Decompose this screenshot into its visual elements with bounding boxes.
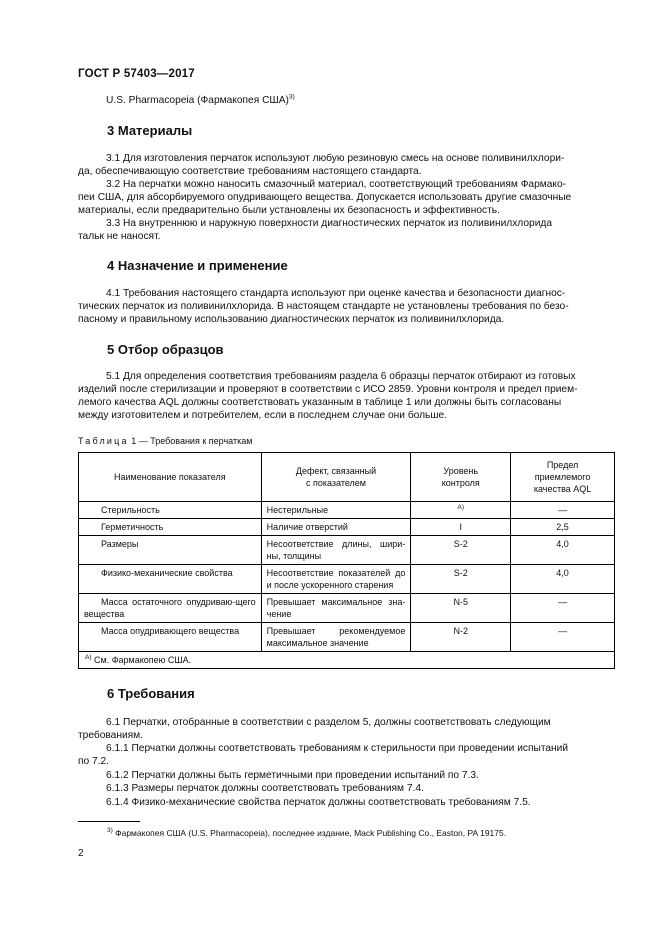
row-level: S-2 <box>411 565 511 594</box>
row-aql: — <box>511 502 615 519</box>
section-3-heading: 3 Материалы <box>107 123 193 138</box>
section-3-line: материалы, если предварительно были установлены их безопасность и эффективность. <box>78 205 500 216</box>
section-6-line: 6.1.3 Размеры перчаток должны соответствовать требованиям 7.4. <box>106 783 424 794</box>
row-defect: Наличие отверстий <box>261 519 411 536</box>
table-row <box>79 519 615 536</box>
section-3-line: 3.3 На внутреннюю и наружную поверхности диагностических перчаток из поливинилхлорида <box>106 218 552 229</box>
section-3-line: 3.1 Для изготовления перчаток используют любую резиновую смесь на основе поливинилхлори- <box>106 153 565 164</box>
row-level: I <box>411 519 511 536</box>
row-aql: 4,0 <box>511 565 615 594</box>
table-row <box>79 502 615 519</box>
section-6-line: 6.1 Перчатки, отобранные в соответствии с разделом 5, должны соответствовать следующим <box>106 717 551 728</box>
section-6-line: 6.1.2 Перчатки должны быть герметичными при проведении испытаний по 7.3. <box>106 770 479 781</box>
header-aql: Предел приемлемого качества AQL <box>511 453 615 502</box>
table-note: $^{А)}$ См. Фармакопею США. <box>79 652 615 669</box>
section-5-line: 5.1 Для определения соответствия требованиям раздела 6 образцы перчаток отбирают из готовых <box>106 371 576 382</box>
row-name: Стерильность <box>79 502 262 519</box>
table-row <box>79 623 615 652</box>
standard-code-header: ГОСТ Р 57403—2017 <box>78 68 195 80</box>
section-3-line: пеи США, для абсорбируемого опудривающего вещества. Допускается использовать другие смазочные <box>78 192 572 203</box>
row-defect: Несоответствие длины, шири-ны, толщины <box>261 536 411 565</box>
section-3-line: тальк не наносят. <box>78 231 161 242</box>
row-name: Физико-механические свойства <box>79 565 262 594</box>
section-6-line: требованиям. <box>78 730 144 741</box>
footnote: $^{3)}$ Фармакопея США (U.S. Pharmacopeia), последнее издание, Mack Publishing Co., Easton, PA 19175. <box>107 827 507 838</box>
row-defect: Нестерильные <box>261 502 411 519</box>
section-3-line: да, обеспечивающую соответствие требованиям настоящего стандарта. <box>78 166 422 177</box>
header-indicator-name: Наименование показателя <box>79 453 262 502</box>
table-row <box>79 565 615 594</box>
section-4-line: пасному и правильному использованию диагностических перчаток из поливинилхлорида. <box>78 314 505 325</box>
section-6-line: по 7.2. <box>78 756 110 767</box>
row-level: А) <box>411 502 511 519</box>
table-header-row <box>79 453 615 502</box>
section-4-heading: 4 Назначение и применение <box>107 258 288 273</box>
table-1-caption: Таблица 1 — Требования к перчаткам <box>78 436 253 446</box>
row-level: N-2 <box>411 623 511 652</box>
row-level: S-2 <box>411 536 511 565</box>
section-6-heading: 6 Требования <box>107 686 195 701</box>
section-5-heading: 5 Отбор образцов <box>107 342 224 357</box>
pharmacopeia-reference: U.S. Pharmacopeia (Фармакопея США)$^{3)}$ <box>106 93 295 106</box>
row-level: N-5 <box>411 594 511 623</box>
row-name: Герметичность <box>79 519 262 536</box>
row-name: Размеры <box>79 536 262 565</box>
row-name: Масса остаточного опудриваю-щего вещества <box>79 594 262 623</box>
row-aql: 2,5 <box>511 519 615 536</box>
table-note-row <box>79 652 615 669</box>
table-row <box>79 594 615 623</box>
row-name: Масса опудривающего вещества <box>79 623 262 652</box>
section-3-line: 3.2 На перчатки можно наносить смазочный материал, соответствующий требованиям Фармако- <box>106 179 567 190</box>
footnote-divider <box>78 821 140 822</box>
section-4-line: тических перчаток из поливинилхлорида. В настоящем стандарте не установлены требования по безо- <box>78 301 569 312</box>
section-6-line: 6.1.1 Перчатки должны соответствовать требованиям к стерильности при проведении испытаний <box>106 743 569 754</box>
section-5-line: лемого качества AQL должны соответствовать указанным в таблице 1 или должны быть согласованы <box>78 397 562 408</box>
section-5-line: между изготовителем и потребителем, если в последнем случае они больше. <box>78 410 448 421</box>
table-row <box>79 536 615 565</box>
section-5-line: изделий после стерилизации и проверяют в соответствии с ИСО 2859. Уровни контроля и предел прием- <box>78 384 578 395</box>
header-defect: Дефект, связанный с показателем <box>261 453 411 502</box>
header-control-level: Уровень контроля <box>411 453 511 502</box>
row-aql: — <box>511 623 615 652</box>
row-defect: Превышает рекомендуемое максимальное значение <box>261 623 411 652</box>
page-number: 2 <box>78 848 84 859</box>
row-defect: Превышает максимальное зна-чение <box>261 594 411 623</box>
row-defect: Несоответствие показателей до и после ускоренного старения <box>261 565 411 594</box>
requirements-table <box>78 452 615 669</box>
row-aql: 4,0 <box>511 536 615 565</box>
section-4-line: 4.1 Требования настоящего стандарта используют при оценке качества и безопасности диагнос- <box>106 288 566 299</box>
section-6-line: 6.1.4 Физико-механические свойства перчаток должны соответствовать требованиям 7.5. <box>106 797 531 808</box>
row-aql: — <box>511 594 615 623</box>
footnote-ref-3: 3) <box>288 93 295 101</box>
